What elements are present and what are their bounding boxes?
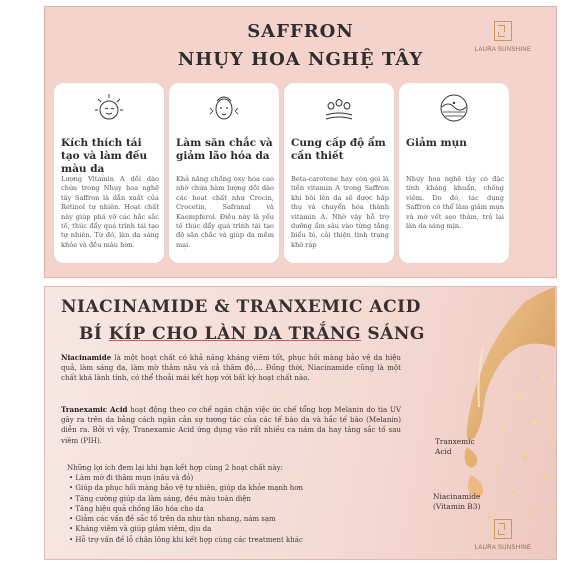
saffron-title: SAFFRON [247,21,354,42]
saffron-subtitle: NHỤY HOA NGHỆ TÂY [177,49,424,70]
glowing-face-icon [92,91,126,125]
niacinamide-title: NIACINAMIDE & TRANXEMIC ACID [61,297,421,317]
term-tranexamic: Tranexamic Acid [61,405,128,414]
logo-text: LAURA SUNSHINE [474,47,532,53]
card-body: Khả năng chống oxy hóa cao nhờ chứa hàm lượng dồi dào các hoạt chất như Crocin, Crocetin, Safranal và Kaempferol. Điều này là yếu tố thúc đẩy quá trình tái tạo độ săn chắc và giúp da mềm mại. [176,175,274,249]
card-body: Lượng Vitamin A dồi dào chứa trong Nhụy hoa nghệ tây Saffron là dẫn xuất của Retinol tự nhiên. Hoạt chất này giúp phá vỡ các hắc sắc tố, thúc đẩy quá trình tái tạo tự nhiên. Từ đó, làn da sáng khỏe và đều màu hơn. [61,175,159,249]
subtitle-underlined: KÍP CHO LÀN DA TRẮNG [108,324,361,344]
niacinamide-subtitle [79,324,425,344]
subtitle-part: SÁNG [360,324,425,344]
card-body: Beta-carotene hay còn gọi là tiền vitamin A trong Saffron khi bôi lên da sẽ được hấp thụ và chuyển hóa thành vitamin A. Nhờ vậy hỗ trợ dưỡng ẩm sâu vào từng tầng biểu bì, cải thiện tình trạng khô ráp [291,175,389,249]
card-heading: Cung cấp độ ẩm cần thiết [291,137,386,162]
list-item: • Làm mờ đi thâm mụn (nâu và đỏ) [69,473,303,483]
card-heading: Kích thích tái tạo và làm đều màu da [61,137,148,175]
saffron-panel [44,6,557,278]
card-hydration [284,83,394,263]
card-heading: Làm săn chắc và giảm lão hóa da [176,137,273,162]
subtitle-part: BÍ [79,324,109,344]
logo-mark-icon [494,21,512,41]
label-line: (Vitamin B3) [433,502,481,511]
card-skin-renewal [54,83,164,263]
logo-mark-icon [494,519,512,539]
label-niacinamide [433,492,480,512]
skin-layer-icon [437,91,471,125]
list-item: • Tăng hiệu quả chống lão hóa cho da [69,504,303,514]
paragraph-text: là một hoạt chất có khả năng kháng viêm tốt, phục hồi màng bảo vệ da hiệu quả, làm sáng da, làm mờ thâm nâu và cả thâm đỏ,... Đồng thời, Niacinamide cũng là một chất khá lành tính, có thể thoải mái kết hợp với bất kỳ hoạt chất nào. [61,353,401,383]
list-item: • Hỗ trợ vấn đề lỗ chân lông khi kết hợp cùng các treatment khác [69,535,303,545]
hydration-drops-icon [322,91,356,125]
list-item: • Tăng cường giúp da làm sáng, đều màu toàn diện [69,494,303,504]
term-niacinamide: Niacinamide [61,353,112,362]
card-acne [399,83,509,263]
niacinamide-paragraph [61,353,401,384]
card-firming [169,83,279,263]
label-line: Niacinamide [433,492,481,501]
label-line: Tranxemic [435,437,475,446]
benefits-list [69,473,303,545]
benefits-heading: Những lợi ích đem lại khi bạn kết hợp cùng 2 hoạt chất này: [67,463,284,472]
niacinamide-panel [44,286,557,560]
list-item: • Giảm các vấn đề sắc tố trên da như tàn nhang, nám sạm [69,514,303,524]
label-line: Acid [435,447,452,456]
card-heading: Giảm mụn [406,137,467,149]
laura-sunshine-logo [473,21,533,53]
card-body: Nhụy hoa nghệ tây có đặc tính kháng khuẩn, chống viêm. Do đó, tác dụng Saffron có thể làm giảm mụn và mờ vết sẹo thâm, trả lại làn da sáng mịn. [406,175,504,231]
laura-sunshine-logo [473,519,533,551]
face-lift-icon [207,91,241,125]
list-item: • Giúp da phục hồi màng bảo vệ tự nhiên, giúp da khỏe mạnh hơn [69,483,303,493]
logo-text: LAURA SUNSHINE [474,545,532,551]
label-tranxemic [435,437,475,457]
list-item: • Kháng viêm và giúp giảm viêm, dịu da [69,524,303,534]
tranexamic-paragraph [61,405,401,446]
paragraph-text: hoạt động theo cơ chế ngăn chặn việc ức chế tổng hợp Melanin do tia UV gây ra trên da bằng cách ngăn cản sự tương tác của các tế bào da và hắc tế bào (Melanin) diễn ra. Bởi vì vậy, Tranexamic Acid ứng dụng vào rất nhiều ca nám da hay tăng sắc tố sau viêm (PIH). [61,405,401,445]
